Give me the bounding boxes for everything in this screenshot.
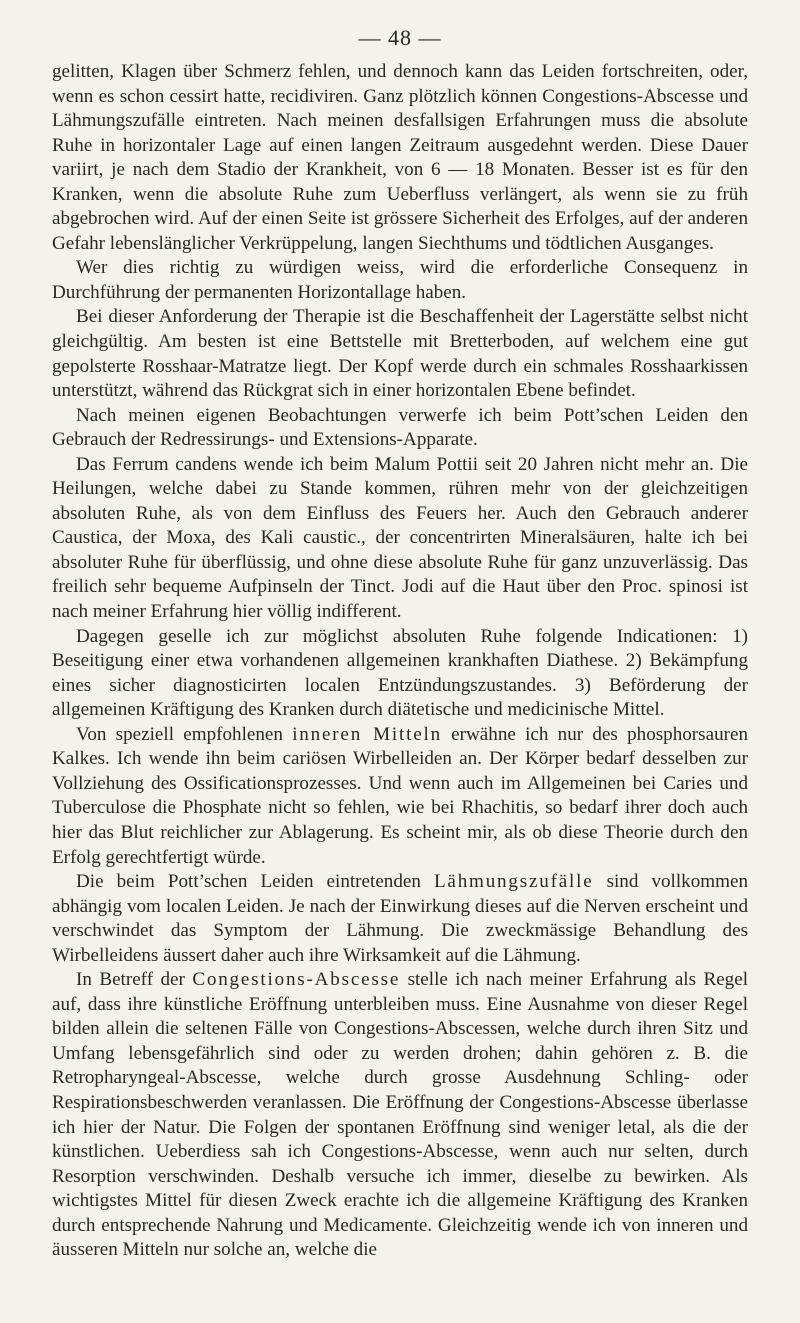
paragraph-9-start: In Betreff der: [76, 969, 193, 991]
paragraph-2: Wer dies richtig zu würdigen weiss, wird die erforderliche Consequenz in Durchführung der permanenten Horizontallage haben.: [52, 257, 748, 303]
paragraph-8: [52, 870, 748, 968]
paragraph-7-start: Von speziell empfohlenen: [76, 723, 293, 745]
paragraph-7-rest: erwähne ich nur des phosphorsauren Kalkes. Ich wende ihn beim cariösen Wirbelleiden an. Der Körper bedarf desselben zur Vollziehung des Ossificationsprozesses. Und wenn auch im Allgemeinen bei Caries und Tuberculose die Phosphate nicht so fehlen, wie bei Rhachitis, so bedarf ihrer doch auch hier das Blut reichlicher zur Ablagerung. Es scheint mir, als ob diese Theorie durch den Erfolg gerechtfertigt würde.: [52, 723, 749, 868]
paragraph-5: Das Ferrum candens wende ich beim Malum Pottii seit 20 Jahren nicht mehr an. Die Heilungen, welche dabei zu Stande kommen, rühren mehr von der gleichzeitigen absoluten Ruhe, als von dem Einfluss des Feuers her. Auch den Gebrauch anderer Caustica, der Moxa, des Kali caustic., der concentrirten Mineralsäuren, halte ich bei absoluter Ruhe für überflüssig, und ohne diese absolute Ruhe für ganz unzuverlässig. Das freilich sehr bequeme Aufpinseln der Tinct. Jodi auf die Haut über den Proc. spinosi ist nach meiner Erfahrung hier völlig indifferent.: [52, 453, 748, 623]
emphasis-inner-remedies: inneren Mitteln: [292, 723, 442, 745]
paragraph-8-start: Die beim Pott’schen Leiden eintretenden: [76, 871, 434, 893]
emphasis-congestion-abscesses: Congestions-Abscesse: [192, 969, 401, 991]
paragraph-7: [52, 723, 748, 870]
paragraph-9-rest: stelle ich nach meiner Erfahrung als Regel auf, dass ihre künstliche Eröffnung unterbleiben muss. Eine Ausnahme von dieser Regel bilden allein die seltenen Fälle von Congestions-Abscessen, welche durch ihren Sitz und Umfang lebensgefährlich sind oder zu werden drohen; dahin gehören z. B. die Retropharyngeal-Abscesse, welche durch grosse Ausdehnung Schling- oder Respirationsbeschwerden veranlassen. Die Eröffnung der Congestions-Abscesse überlasse ich hier der Natur. Die Folgen der spontanen Eröffnung sind weniger letal, als die der künstlichen. Ueberdiess sah ich Congestions-Abscesse, wenn auch nur selten, durch Resorption verschwinden. Deshalb versuche ich immer, dieselbe zu bewirken. Als wichtigstes Mittel für diesen Zweck erachte ich die allgemeine Kräftigung des Kranken durch entsprechende Nahrung und Medicamente. Gleichzeitig wende ich von inneren und äusseren Mitteln nur solche an, welche die: [52, 969, 748, 1261]
body-text: [52, 60, 748, 1263]
emphasis-paralysis: Lähmungszufälle: [433, 871, 594, 893]
paragraph-3: Bei dieser Anforderung der Therapie ist die Beschaffenheit der Lagerstätte selbst nicht gleichgültig. Am besten ist eine Bettstelle mit Bretterboden, auf welchem eine gut gepolsterte Rosshaar-Matratze liegt. Der Kopf werde durch ein schmales Rosshaarkissen unterstützt, während das Rückgrat sich in einer horizontalen Ebene befindet.: [52, 306, 748, 402]
paragraph-1: gelitten, Klagen über Schmerz fehlen, und dennoch kann das Leiden fortschreiten, oder, wenn es schon cessirt hatte, recidiviren. Ganz plötzlich können Congestions-Abscesse und Lähmungszufälle eintreten. Nach meinen desfallsigen Erfahrungen muss die absolute Ruhe in horizontaler Lage auf einen langen Zeitraum ausgedehnt werden. Diese Dauer variirt, je nach dem Stadio der Krankheit, von 6 — 18 Monaten. Besser ist es für den Kranken, wenn die absolute Ruhe zum Ueberfluss verlängert, als wenn sie zu früh abgebrochen wird. Auf der einen Seite ist grössere Sicherheit des Erfolges, auf der anderen Gefahr lebenslänglicher Verkrüppelung, langen Siechthums und tödtlichen Ausganges.: [52, 61, 748, 254]
paragraph-6: Dagegen geselle ich zur möglichst absoluten Ruhe folgende Indicationen: 1) Beseitigung einer etwa vorhandenen allgemeinen krankhaften Diathese. 2) Bekämpfung eines sicher diagnosticirten localen Entzündungszustandes. 3) Beförderung der allgemeinen Kräftigung des Kranken durch diätetische und medicinische Mittel.: [52, 625, 748, 721]
paragraph-8-rest: sind vollkommen abhängig vom localen Leiden. Je nach der Einwirkung dieses auf die Nerven erscheint und verschwindet das Symptom der Lähmung. Die zweckmässige Behandlung des Wirbelleidens äussert daher auch ihre Wirksamkeit auf die Lähmung.: [52, 871, 748, 966]
page-number: — 48 —: [358, 25, 442, 50]
paragraph-4: Nach meinen eigenen Beobachtungen verwerfe ich beim Pott’schen Leiden den Gebrauch der Redressirungs- und Extensions-Apparate.: [52, 404, 748, 451]
paragraph-9: [52, 968, 748, 1263]
